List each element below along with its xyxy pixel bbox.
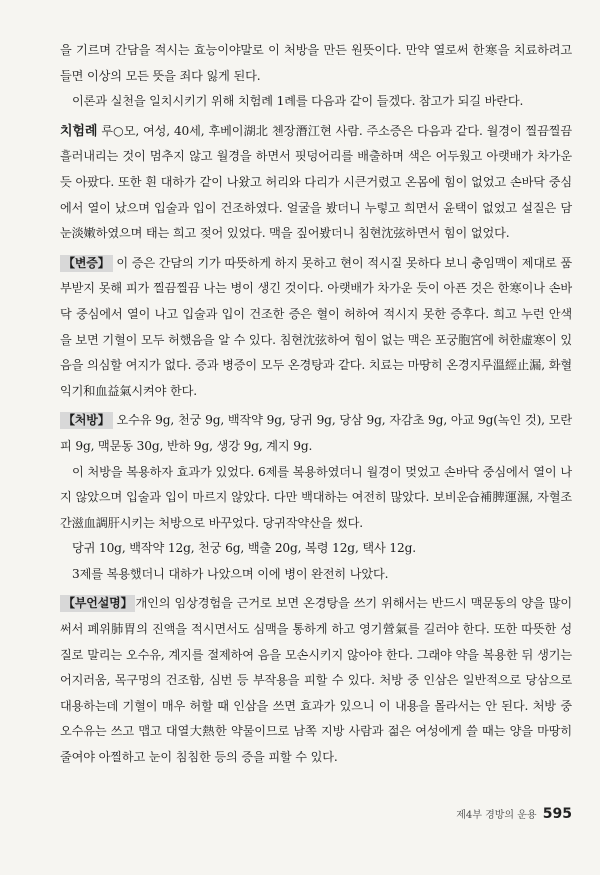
page-footer [456,806,572,822]
heading-note: 【부언설명】 [60,595,135,612]
paragraph-case-intro: 이론과 실천을 일치시키기 위해 치험례 1례를 다음과 같이 들겠다. 참고가 되길 바란다. [72,94,524,109]
paragraph-prescription [60,408,572,459]
paragraph-intro-end: 을 기르며 간담을 적시는 효능이야말로 이 처방을 만든 원뜻이다. 만약 열로써 한寒을 치료하려고 들면 이상의 모든 뜻을 죄다 잃게 된다. [60,43,572,83]
heading-analysis: 【변증】 [60,255,113,272]
paragraph-case [60,119,572,247]
note-text: 개인의 임상경험을 근거로 보면 온경탕을 쓰기 위해서는 반드시 맥문동의 양을 많이 써서 폐위肺胃의 진액을 적시면서도 심맥을 통하게 하고 영기營氣를 길러야 한다. 또한 따뜻한 성질로 말리는 오수유, 계지를 절제하여 음을 모손시키지 않아야 한다. 그래야 약을 복용한 뒤 생기는 어지러움, 목구멍의 건조함, 심번 등 부작용을 피할 수 있다. 처방 중 인삼은 일반적으로 당삼으로 대용하는데 기혈이 매우 허할 때 인삼을 쓰면 효과가 있으니 이 내용을 몰라서는 안 된다. 처방 중 오수유는 쓰고 맵고 대열大熱한 약물이므로 남쪽 지방 사람과 젊은 여성에게 쓸 때는 양을 마땅히 줄여야 아찔하고 눈이 침침한 등의 증을 피할 수 있다. [60,596,572,765]
case-text: 루○모, 여성, 40세, 후베이湖北 첸장潛江현 사람. 주소증은 다음과 같다. 월경이 찔끔찔끔 흘러내리는 것이 멈추지 않고 월경을 하면서 핏덩어리를 배출하며 색은 어두웠고 아랫배가 차가운 듯 아팠다. 또한 흰 대하가 같이 나왔고 허리와 다리가 시큰거렸고 온몸에 힘이 없었고 손바닥 중심에서 열이 났으며 입술과 입이 건조하였다. 얼굴을 봤더니 누렇고 희면서 윤택이 없었고 설질은 담눈淡嫩하였으며 태는 희고 젖어 있었다. 맥을 짚어봤더니 침현沈弦하면서 힘이 없었다. [60,123,572,241]
heading-case: 치험례 [60,123,98,139]
footer-section-title: 제4부 경방의 운용 [456,810,537,821]
prescription-text: 오수유 9g, 천궁 9g, 백작약 9g, 당귀 9g, 당삼 9g, 자감초 9g, 아교 9g(녹인 것), 모란피 9g, 맥문동 30g, 반하 9g, 생강 9g, 계지 9g. [60,413,572,453]
page-number: 595 [542,806,572,822]
paragraph-result: 이 처방을 복용하자 효과가 있었다. 6제를 복용하였더니 월경이 멎었고 손바닥 중심에서 열이 나지 않았으며 입술과 입이 마르지 않았다. 다만 백대하는 여전히 많았다. 보비운습補脾運濕, 자혈조간滋血調肝시키는 처방으로 바꾸었다. 당귀작약산을 썼다. [60,464,572,530]
paragraph-analysis [60,251,572,405]
paragraph-outcome: 3제를 복용했더니 대하가 나았으며 이에 병이 완전히 나았다. [72,566,389,581]
paragraph-note [60,591,572,770]
paragraph-second-prescription: 당귀 10g, 백작약 12g, 천궁 6g, 백출 20g, 복령 12g, 택사 12g. [72,541,416,556]
page-body [60,38,572,771]
heading-prescription: 【처방】 [60,412,113,429]
analysis-text: 이 증은 간담의 기가 따뜻하게 하지 못하고 현이 적시질 못하다 보니 충임맥이 제대로 품부받지 못해 피가 찔끔찔끔 나는 병이 생긴 것이다. 아랫배가 차가운 듯이 아픈 것은 한寒이나 손바닥 중심에서 열이 나고 입술과 입이 건조한 증은 혈이 허하여 적시지 못한 증후다. 희고 누런 안색을 보면 기혈이 모두 허했음을 알 수 있다. 침현沈弦하여 힘이 없는 맥은 포궁胞宮에 허한虛寒이 있음을 의심할 여지가 없다. 증과 병증이 모두 온경탕과 같다. 치료는 마땅히 온경지루溫經止漏, 화혈익기和血益氣시켜야 한다. [60,255,572,398]
